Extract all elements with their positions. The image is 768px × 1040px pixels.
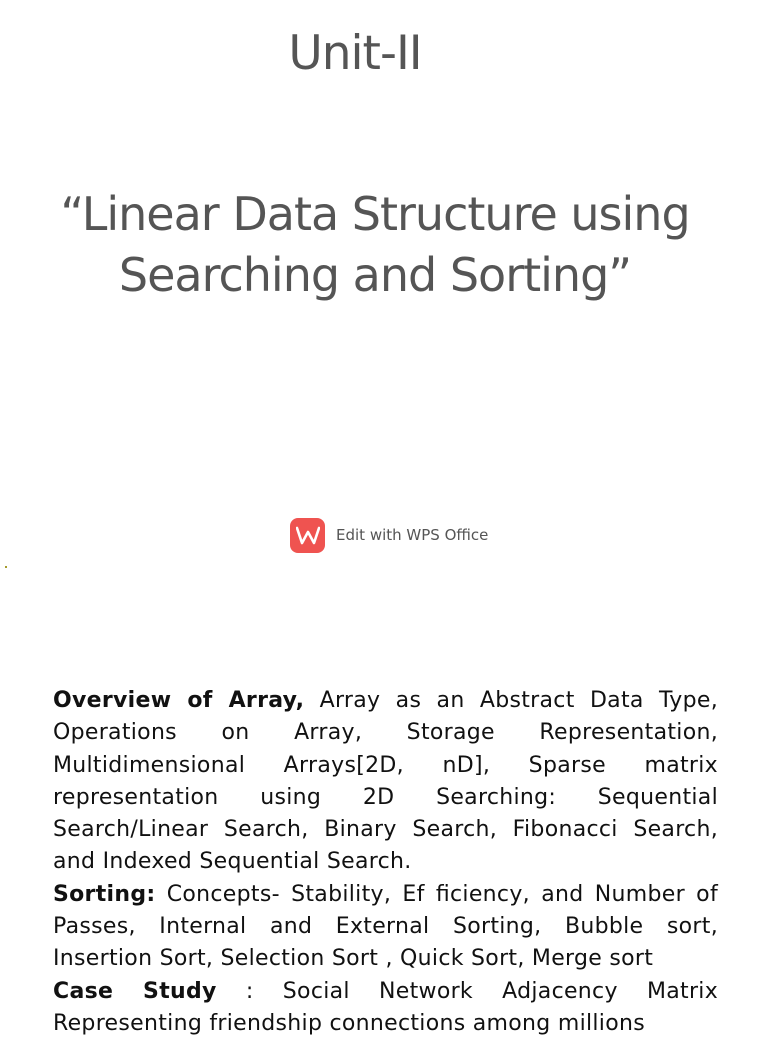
sorting-paragraph — [53, 879, 718, 976]
array-text: Array as an Abstract Data Type, Operations on Array, Storage Representation, Multidimensional Arrays[2D, nD], Sparse matrix representation using 2D Searching: Sequential Search/Linear Search, Binary Search, Fibonacci Search, and Indexed Sequential Search. — [53, 688, 719, 875]
wps-badge[interactable] — [290, 517, 488, 553]
wps-label: Edit with WPS Office — [336, 526, 489, 544]
wps-office-logo-icon — [290, 518, 325, 553]
case-paragraph — [53, 976, 718, 1040]
case-heading: Case Study — [53, 978, 217, 1004]
array-paragraph — [53, 685, 718, 879]
case-text: : Social Network Adjacency Matrix Representing friendship connections among millions — [53, 978, 719, 1036]
array-heading: Overview of Array, — [53, 688, 305, 713]
stray-mark — [5, 566, 7, 568]
syllabus — [53, 685, 718, 1040]
unit-title: Unit-II — [288, 26, 422, 81]
sorting-text: Concepts- Stability, Ef ﬁciency, and Number of Passes, Internal and External Sorting, Bubble sort, Insertion Sort, Selection Sort , Quick Sort, Merge sort — [53, 881, 718, 972]
sorting-heading: Sorting: — [53, 881, 156, 907]
subtitle: “Linear Data Structure using Searching and Sorting” — [60, 187, 690, 302]
